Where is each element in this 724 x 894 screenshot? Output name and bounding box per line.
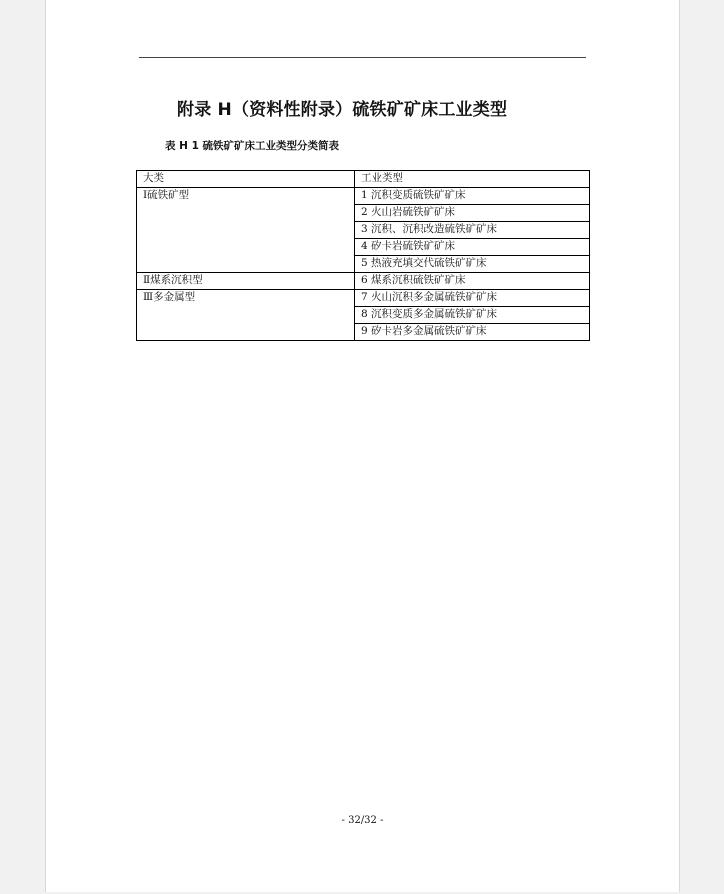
type-cell: 7 火山沉积多金属硫铁矿矿床 (355, 290, 590, 307)
header-category: 大类 (137, 171, 355, 188)
table-header-row (137, 171, 590, 188)
type-cell: 4 矽卡岩硫铁矿矿床 (355, 239, 590, 256)
type-cell: 6 煤系沉积硫铁矿矿床 (355, 273, 590, 290)
table-row (137, 273, 590, 290)
type-cell: 3 沉积、沉积改造硫铁矿矿床 (355, 222, 590, 239)
type-cell: 5 热液充填交代硫铁矿矿床 (355, 256, 590, 273)
table-row (137, 290, 590, 307)
category-cell: Ⅱ煤系沉积型 (137, 273, 355, 290)
appendix-title: 附录 H（资料性附录）硫铁矿矿床工业类型 (177, 100, 508, 120)
document-page (45, 0, 680, 892)
category-cell: Ⅲ多金属型 (137, 290, 355, 341)
type-cell: 1 沉积变质硫铁矿矿床 (355, 188, 590, 205)
page-number: - 32/32 - (341, 815, 384, 826)
category-cell: Ⅰ硫铁矿型 (137, 188, 355, 273)
table-row (137, 188, 590, 205)
classification-table (136, 170, 590, 341)
type-cell: 2 火山岩硫铁矿矿床 (355, 205, 590, 222)
type-cell: 8 沉积变质多金属硫铁矿矿床 (355, 307, 590, 324)
header-rule (139, 57, 586, 58)
header-industrial-type: 工业类型 (355, 171, 590, 188)
table-caption: 表 H 1 硫铁矿矿床工业类型分类简表 (165, 140, 340, 152)
type-cell: 9 矽卡岩多金属硫铁矿矿床 (355, 324, 590, 341)
